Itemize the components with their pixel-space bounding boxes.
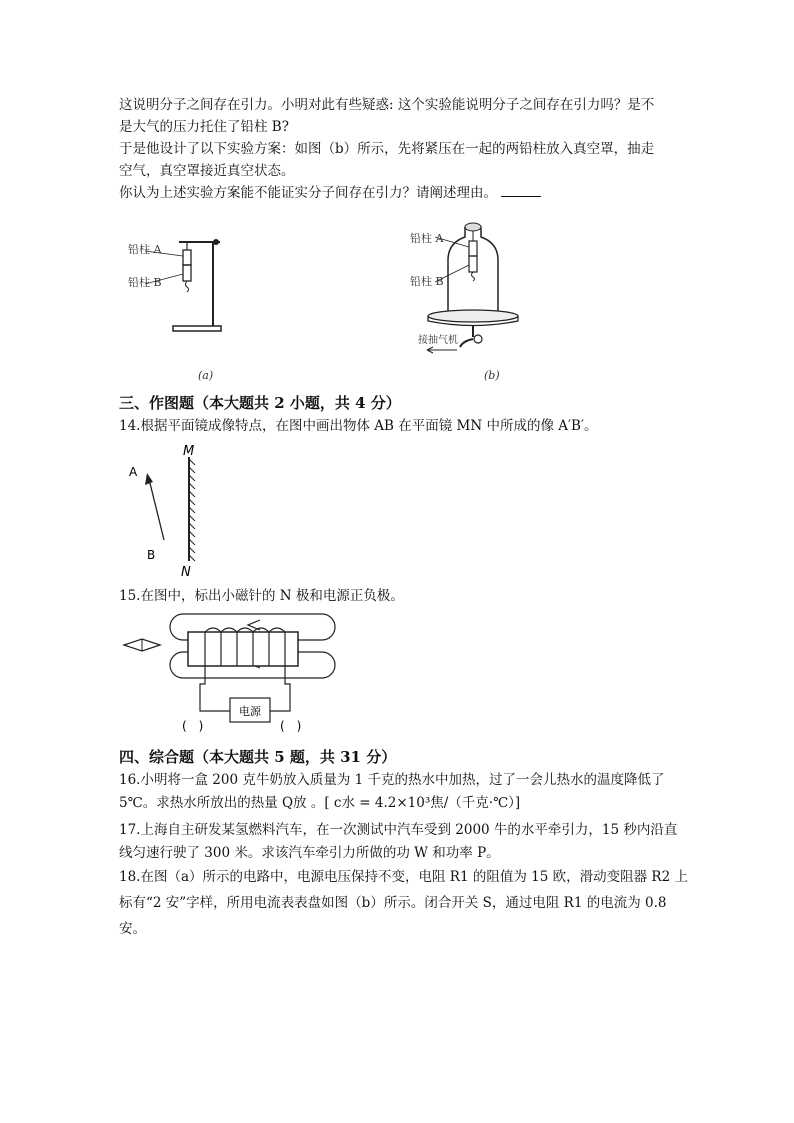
figure-a-label-b: 铅柱 B (128, 276, 162, 289)
section-4-heading: 四、综合题（本大题共 5 题，共 31 分） (119, 748, 397, 766)
figure-b-caption: (b) (484, 369, 500, 382)
q16-line-2: 5℃。求热水所放出的热量 Q放 。[ c水 = 4.2×10³焦/（千克·℃）] (119, 795, 521, 811)
q13-text-line-4: 空气，真空罩接近真空状态。 (119, 163, 295, 179)
plane-mirror-figure (125, 445, 210, 580)
right-terminal-blank[interactable]: ( ) (280, 719, 302, 733)
mirror-point-a: A (129, 465, 138, 479)
mirror-label-n: N (181, 565, 191, 580)
figure-a-label-a: 铅柱 A (128, 243, 162, 256)
q13-text-line-3: 于是他设计了以下实验方案：如图（b）所示，先将紧压在一起的两铅柱放入真空罩，抽走 (119, 141, 655, 157)
q16-line-1: 16.小明将一盒 200 克牛奶放入质量为 1 千克的热水中加热，过了一会儿热水的温度降低了 (119, 772, 665, 788)
q14-text: 14.根据平面镜成像特点，在图中画出物体 AB 在平面镜 MN 中所成的像 A′B′。 (119, 418, 598, 434)
power-source-label: 电源 (239, 705, 261, 718)
q17-line-1: 17.上海自主研发某氢燃料汽车，在一次测试中汽车受到 2000 牛的水平牵引力，15 秒内沿直 (119, 822, 678, 838)
q15-text: 15.在图中，标出小磁针的 N 极和电源正负极。 (119, 588, 404, 604)
figure-b-label-b: 铅柱 B (410, 275, 444, 288)
figure-a-caption: (a) (198, 369, 214, 382)
q18-line-3: 安。 (119, 921, 146, 937)
q13-text-line-2: 是大气的压力托住了铅柱 B? (119, 119, 289, 135)
figure-b-label-a: 铅柱 A (410, 232, 444, 245)
mirror-point-b: B (147, 548, 156, 562)
q17-line-2: 线匀速行驶了 300 米。求该汽车牵引力所做的功 W 和功率 P。 (119, 845, 500, 861)
q13-question (119, 183, 541, 203)
figure-b-pump-label: 接抽气机 (418, 335, 458, 346)
answer-blank[interactable] (501, 184, 541, 197)
q18-line-1: 18.在图（a）所示的电路中，电源电压保持不变，电阻 R1 的阻值为 15 欧，滑动变阻器 R2 上 (119, 869, 688, 885)
q13-text-line-1: 这说明分子之间存在引力。小明对此有些疑惑: 这个实验能说明分子之间存在引力吗？是不 (119, 97, 655, 113)
q13-question-text: 你认为上述实验方案能不能证实分子间存在引力？请阐述理由。 (119, 185, 497, 201)
mirror-label-m: M (183, 445, 195, 459)
q18-line-2: 标有“2 安”字样，所用电流表表盘如图（b）所示。闭合开关 S，通过电阻 R1 的电流为 0.8 (119, 895, 667, 911)
section-3-heading: 三、作图题（本大题共 2 小题，共 4 分） (119, 394, 401, 412)
solenoid-circuit-figure (120, 612, 355, 742)
left-terminal-blank[interactable]: ( ) (182, 719, 204, 733)
